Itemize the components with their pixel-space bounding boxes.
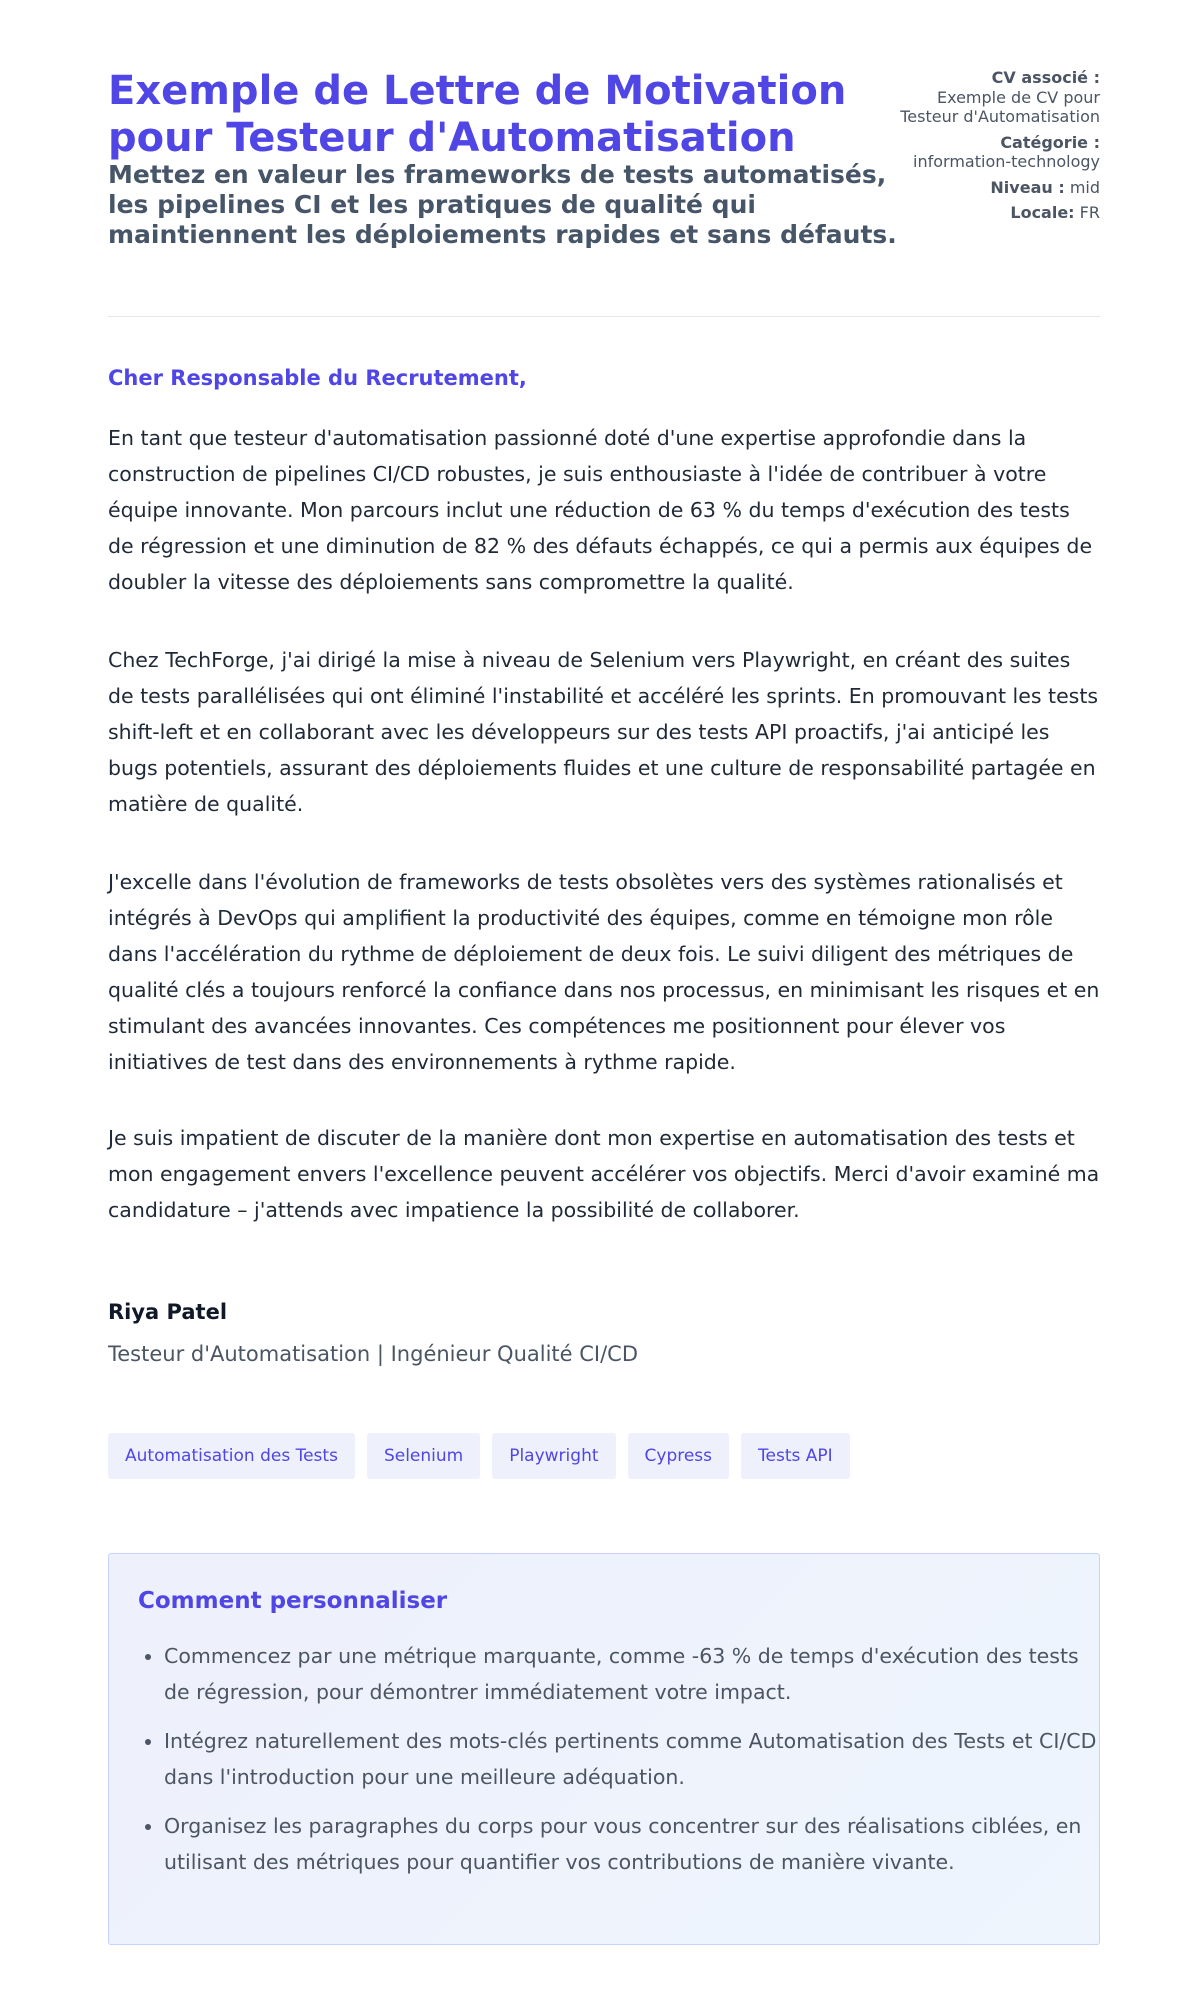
cover-letter-page	[108, 0, 1100, 1874]
skill-tag[interactable]: Selenium	[367, 1433, 480, 1479]
letter-paragraph-3: J'excelle dans l'évolution de frameworks de tests obsolètes vers des systèmes rationalisés et intégrés à DevOps qui amplifient la productivité des équipes, comme en témoigne mon rôle dans l'accélération du rythme de déploiement de deux fois. Le suivi diligent des métriques de qualité clés a toujours renforcé la confiance dans nos processus, en minimisant les risques et en stimulant des avancées innovantes. Ces compétences me positionnent pour élever vos initiatives de test dans des environnements à rythme rapide.	[108, 870, 1100, 1074]
tips-list	[138, 1638, 1099, 1893]
meta-category-label: Catégorie :	[1000, 132, 1100, 152]
skill-tags	[108, 1433, 850, 1479]
skill-tag[interactable]: Automatisation des Tests	[108, 1433, 355, 1479]
meta-locale-label: Locale:	[1010, 203, 1075, 222]
skill-tag[interactable]: Playwright	[492, 1433, 615, 1479]
signature-title: Testeur d'Automatisation | Ingénieur Qualité CI/CD	[108, 1342, 639, 1366]
meta-level	[900, 178, 1100, 198]
page-header	[108, 0, 1100, 317]
letter-paragraph-2: Chez TechForge, j'ai dirigé la mise à niveau de Selenium vers Playwright, en créant des suites de tests parallélisées qui ont éliminé l'instabilité et accéléré les sprints. En promouvant les tests shift-left et en collaborant avec les développeurs sur des tests API proactifs, j'ai anticipé les bugs potentiels, assurant des déploiements fluides et une culture de responsabilité partagée en matière de qualité.	[108, 648, 1099, 816]
meta-category	[900, 133, 1100, 172]
page-subtitle: Mettez en valeur les frameworks de tests automatisés, les pipelines CI et les pratiques de qualité qui maintiennent les déploiements rapides et sans défauts.	[108, 160, 897, 249]
metadata-panel	[900, 68, 1100, 229]
signature-name: Riya Patel	[108, 1300, 228, 1324]
tip-item: • Intégrez naturellement des mots-clés pertinents comme Automatisation des Tests et CI/CD dans l'introduction pour une meilleure adéquation.	[164, 1723, 1099, 1795]
letter-paragraph-4: Je suis impatient de discuter de la manière dont mon expertise en automatisation des tests et mon engagement envers l'excellence peuvent accélérer vos objectifs. Merci d'avoir examiné ma candidature – j'attends avec impatience la possibilité de collaborer.	[108, 1126, 1100, 1222]
meta-locale	[900, 203, 1100, 223]
meta-level-label: Niveau :	[990, 177, 1065, 197]
skill-tag[interactable]: Cypress	[628, 1433, 730, 1479]
letter-salutation: Cher Responsable du Recrutement,	[108, 366, 527, 390]
letter-paragraph-1: En tant que testeur d'automatisation passionné doté d'une expertise approfondie dans la construction de pipelines CI/CD robustes, je suis enthousiaste à l'idée de contribuer à votre équipe innovante. Mon parcours inclut une réduction de 63 % du temps d'exécution des tests de régression et une diminution de 82 % des défauts échappés, ce qui a permis aux équipes de doubler la vitesse des déploiements sans compromettre la qualité.	[108, 426, 1093, 594]
tip-item: • Organisez les paragraphes du corps pour vous concentrer sur des réalisations ciblées, en utilisant des métriques pour quantifier vos contributions de manière vivante.	[164, 1808, 1099, 1880]
meta-locale-value: FR	[1079, 203, 1100, 222]
skill-tag[interactable]: Tests API	[741, 1433, 850, 1479]
meta-cv-label: CV associé :	[991, 68, 1100, 87]
customization-tips-box	[108, 1553, 1100, 1945]
meta-cv-value[interactable]: Exemple de CV pour Testeur d'Automatisation	[900, 87, 1100, 126]
meta-level-value: mid	[1069, 177, 1100, 197]
tips-heading: Comment personnaliser	[138, 1588, 448, 1614]
meta-category-value: information-technology	[913, 152, 1100, 171]
tip-item: • Commencez par une métrique marquante, comme -63 % de temps d'exécution des tests de régression, pour démontrer immédiatement votre impact.	[164, 1638, 1099, 1710]
meta-cv	[900, 68, 1100, 127]
page-title: Exemple de Lettre de Motivation pour Testeur d'Automatisation	[108, 68, 847, 161]
